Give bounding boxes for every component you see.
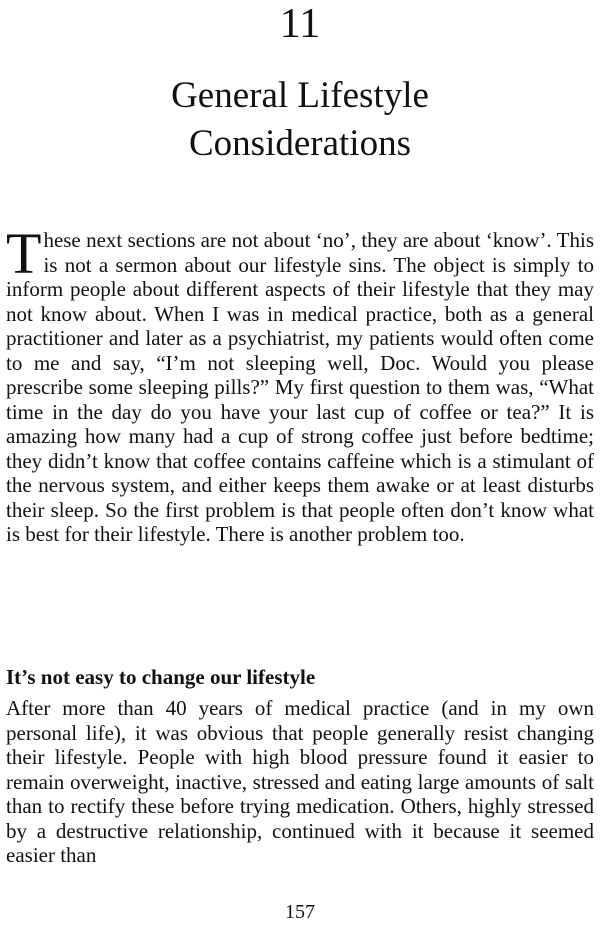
section-paragraph: After more than 40 years of medical practice (and in my own personal life), it was obvious that people generally resist changing their lifestyle. People with high blood pressure found it easier to remain overweight, inactive, stressed and eating large amounts of salt than to rectify these before trying medication. Others, highly stressed by a destructive relationship, continued with it because it seemed easier than [6, 696, 594, 867]
drop-cap: T [6, 221, 42, 286]
chapter-title [0, 72, 600, 168]
page-number: 157 [285, 901, 315, 923]
section-heading: It’s not easy to change our lifestyle [6, 665, 316, 689]
chapter-title-line-1: General Lifestyle [171, 75, 429, 116]
intro-paragraph-text: hese next sections are not about ‘no’, they are about ‘know’. This is not a sermon about our lifestyle sins. The object is simply to inform people about different aspects of their lifestyle that they may not know about. When I was in medical practice, both as a general practitioner and later as a psychiatrist, my patients would often come to me and say, “I’m not sleeping well, Doc. Would you please prescribe some sleeping pills?” My first question to them was, “What time in the day do you have your last cup of coffee or tea?” It is amazing how many had a cup of strong coffee just before bedtime; they didn’t know that coffee contains caffeine which is a stimulant of the nervous system, and either keeps them awake or at least disturbs their sleep. So the first problem is that people often don’t know what is best for their lifestyle. There is another problem too. [6, 228, 594, 546]
intro-paragraph [6, 221, 594, 547]
chapter-title-line-2: Considerations [189, 123, 411, 164]
chapter-number: 11 [279, 1, 321, 47]
